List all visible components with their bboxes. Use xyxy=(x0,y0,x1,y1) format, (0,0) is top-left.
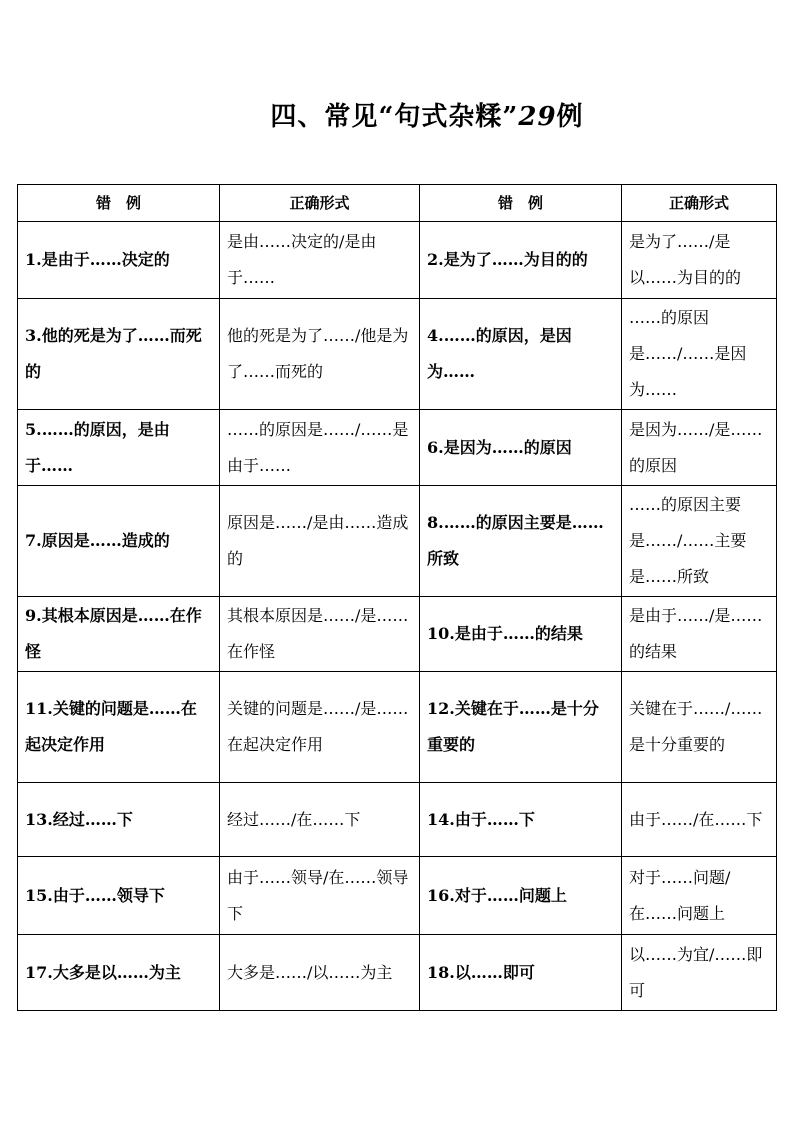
wrong-example: 11.关键的问题是……在起决定作用 xyxy=(18,672,220,783)
correct-form: 是因为……/是……的原因 xyxy=(622,410,777,486)
table-row xyxy=(18,410,777,486)
header-right-2: 正确形式 xyxy=(622,185,777,222)
wrong-example: 8.……的原因主要是……所致 xyxy=(420,486,622,597)
correct-form: 关键的问题是……/是……在起决定作用 xyxy=(220,672,420,783)
table-row xyxy=(18,486,777,597)
table-row xyxy=(18,672,777,783)
title-suffix: 例 xyxy=(556,102,584,132)
wrong-example: 6.是因为……的原因 xyxy=(420,410,622,486)
table-row xyxy=(18,783,777,857)
table-row xyxy=(18,935,777,1011)
correct-form: 关键在于……/……是十分重要的 xyxy=(622,672,777,783)
wrong-example: 16.对于……问题上 xyxy=(420,857,622,935)
correct-form: 大多是……/以……为主 xyxy=(220,935,420,1011)
header-right-1: 正确形式 xyxy=(220,185,420,222)
correct-form: 经过……/在……下 xyxy=(220,783,420,857)
correct-form: 是为了……/是以……为目的的 xyxy=(622,222,777,299)
correct-form: 以……为宜/……即可 xyxy=(622,935,777,1011)
correct-form: ……的原因主要是……/……主要是……所致 xyxy=(622,486,777,597)
wrong-example: 15.由于……领导下 xyxy=(18,857,220,935)
table-row xyxy=(18,222,777,299)
wrong-example: 3.他的死是为了……而死的 xyxy=(18,299,220,410)
wrong-example: 4.……的原因，是因为…… xyxy=(420,299,622,410)
correct-form: 对于……问题/在……问题上 xyxy=(622,857,777,935)
header-wrong-2: 错 例 xyxy=(420,185,622,222)
table-row xyxy=(18,597,777,672)
table-row xyxy=(18,299,777,410)
table-header-row xyxy=(18,185,777,222)
wrong-example: 10.是由于……的结果 xyxy=(420,597,622,672)
wrong-example: 1.是由于……决定的 xyxy=(18,222,220,299)
wrong-example: 18.以……即可 xyxy=(420,935,622,1011)
title-prefix: 四、常见 xyxy=(270,102,379,132)
title-quoted: “句式杂糅” xyxy=(378,102,519,132)
wrong-example: 2.是为了……为目的的 xyxy=(420,222,622,299)
sentence-mixing-table xyxy=(17,184,777,1011)
correct-form: 是由……决定的/是由于…… xyxy=(220,222,420,299)
wrong-example: 5.……的原因，是由于…… xyxy=(18,410,220,486)
wrong-example: 12.关键在于……是十分重要的 xyxy=(420,672,622,783)
correct-form: 原因是……/是由……造成的 xyxy=(220,486,420,597)
page-title xyxy=(0,96,794,133)
correct-form: 他的死是为了……/他是为了……而死的 xyxy=(220,299,420,410)
wrong-example: 17.大多是以……为主 xyxy=(18,935,220,1011)
wrong-example: 14.由于……下 xyxy=(420,783,622,857)
correct-form: ……的原因是……/……是由于…… xyxy=(220,410,420,486)
correct-form: ……的原因是……/……是因为…… xyxy=(622,299,777,410)
correct-form: 由于……/在……下 xyxy=(622,783,777,857)
table-row xyxy=(18,857,777,935)
correct-form: 其根本原因是……/是……在作怪 xyxy=(220,597,420,672)
wrong-example: 7.原因是……造成的 xyxy=(18,486,220,597)
correct-form: 是由于……/是……的结果 xyxy=(622,597,777,672)
header-wrong-1: 错 例 xyxy=(18,185,220,222)
correct-form: 由于……领导/在……领导下 xyxy=(220,857,420,935)
wrong-example: 13.经过……下 xyxy=(18,783,220,857)
wrong-example: 9.其根本原因是……在作怪 xyxy=(18,597,220,672)
title-number: 29 xyxy=(518,102,557,132)
